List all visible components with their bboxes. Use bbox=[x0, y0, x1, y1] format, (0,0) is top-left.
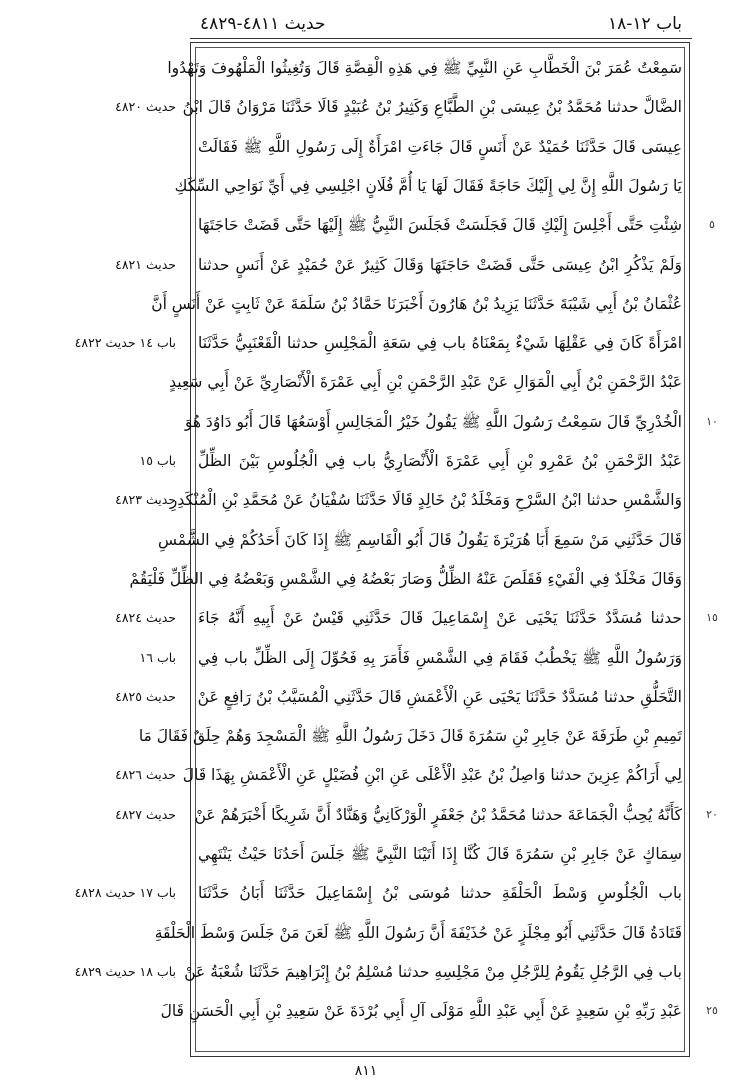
margin-ref: باب ١٧ حديث ٤٨٢٨ bbox=[74, 885, 176, 901]
text-line: باب الْجُلُوسِ وَسْطَ الْحَلْقَةِ حدثنا مُوسَى بْنُ إِسْمَاعِيلَ حَدَّثَنَا أَبَانُ حَدَّثَنَا bbox=[198, 884, 682, 903]
text-line: حدثنا مُسَدَّدٌ حَدَّثَنَا يَحْيَى عَنْ إِسْمَاعِيلَ قَالَ حَدَّثَنِي قَيْسٌ عَنْ أَبِيهِ أَنَّهُ جَاءَ bbox=[198, 609, 682, 628]
margin-ref: حديث ٤٨٢٣ bbox=[115, 492, 176, 508]
text-line: شِئْتِ حَتَّى أَجْلِسَ إِلَيْكِ قَالَ فَجَلَسَتْ فَجَلَسَ النَّبِيُّ ﷺ إِلَيْهَا حَتَّى قَضَتْ حَاجَتَهَا bbox=[198, 216, 682, 235]
text-line: وَلَمْ يَذْكُرِ ابْنُ عِيسَى حَتَّى قَضَتْ حَاجَتَهَا وَقَالَ كَثِيرٌ عَنْ حُمَيْدٍ عَنْ أَنَسٍ حدثنا bbox=[198, 255, 682, 274]
text-line: تَمِيمِ بْنِ طَرَفَةَ عَنْ جَابِرِ بْنِ سَمُرَةَ قَالَ دَخَلَ رَسُولُ اللَّهِ ﷺ الْمَسْجِدَ وَهُمْ حِلَقٌ فَقَالَ مَا bbox=[138, 727, 682, 746]
header-hadith-range: حديث ٤٨١١-٤٨٢٩ bbox=[200, 14, 326, 34]
text-line: كَأَنَّهُ يُحِبُّ الْجَمَاعَةَ حدثنا مُحَمَّدُ بْنُ جَعْفَرٍ الْوَرْكَانِيُّ وَهَنَّادٌ أَنَّ شَرِيكًا أَخْبَرَهُمْ عَنْ bbox=[194, 805, 682, 824]
margin-ref: باب ١٥ bbox=[139, 453, 176, 468]
margin-ref: حديث ٤٨٢٠ bbox=[115, 99, 176, 115]
page-number: ٨١١ bbox=[354, 1063, 378, 1079]
text-line: عِيسَى قَالَ حَدَّثَنَا حُمَيْدٌ عَنْ أَنَسٍ قَالَ جَاءَتِ امْرَأَةٌ إِلَى رَسُولِ اللَّهِ ﷺ فَقَالَتْ bbox=[198, 137, 682, 156]
margin-ref: باب ١٤ حديث ٤٨٢٢ bbox=[74, 335, 176, 351]
line-number: ٥ bbox=[709, 218, 715, 232]
text-line: سَمِعْتُ عُمَرَ بْنَ الْخَطَّابِ عَنِ النَّبِيِّ ﷺ فِي هَذِهِ الْقِصَّةِ قَالَ وَتُغِيثُوا الْمَلْهُوفَ وَتَهْدُوا bbox=[167, 59, 682, 77]
margin-ref: باب ١٦ bbox=[139, 649, 176, 665]
text-line: عُثْمَانُ بْنُ أَبِي شَيْبَةَ حَدَّثَنَا يَزِيدُ بْنُ هَارُونَ أَخْبَرَنَا حَمَّادُ بْنُ سَلَمَةَ عَنْ ثَابِتٍ عَنْ أَنَسٍ أَنَّ bbox=[151, 294, 682, 313]
margin-ref: حديث ٤٨٢٥ bbox=[115, 688, 176, 704]
header-rule bbox=[190, 38, 692, 39]
text-line: باب فِي الرَّجُلِ يَقُومُ لِلرَّجُلِ مِنْ مَجْلِسِهِ حدثنا مُسْلِمُ بْنُ إِبْرَاهِيمَ حَدَّثَنَا شُعْبَةُ عَنْ bbox=[184, 962, 682, 981]
line-number: ٢٥ bbox=[706, 1004, 718, 1018]
margin-ref: حديث ٤٨٢٦ bbox=[115, 767, 176, 783]
margin-ref: باب ١٨ حديث ٤٨٢٩ bbox=[74, 963, 176, 979]
text-line: التَّحَلُّقِ حدثنا مُسَدَّدٌ حَدَّثَنَا يَحْيَى عَنِ الْأَعْمَشِ قَالَ حَدَّثَنِي الْمُسَيَّبُ بْنُ رَافِعٍ عَنْ bbox=[197, 687, 682, 706]
line-number: ١٥ bbox=[706, 611, 718, 625]
text-line: لِي أَرَاكُمْ عِزِينَ حدثنا وَاصِلُ بْنُ عَبْدِ الْأَعْلَى عَنِ ابْنِ فُضَيْلٍ عَنِ الْأَعْمَشِ بِهَذَا قَالَ bbox=[182, 766, 682, 785]
margin-ref: حديث ٤٨٢٤ bbox=[115, 610, 176, 626]
text-line: امْرَأَةً كَانَ فِي عَقْلِهَا شَيْءٌ بِمَعْنَاهُ باب فِي سَعَةِ الْمَجْلِسِ حدثنا الْقَعْنَبِيُّ حَدَّثَنَا bbox=[198, 334, 682, 353]
text-line: وَقَالَ مَخْلَدٌ فِي الْفَيْءِ فَقَلَصَ عَنْهُ الظِّلُّ وَصَارَ بَعْضُهُ فِي الشَّمْسِ وَبَعْضُهُ فِي الظِّلِّ فَلْيَقُمْ bbox=[129, 569, 682, 588]
line-number: ١٠ bbox=[706, 414, 718, 428]
text-line: سِمَاكٍ عَنْ جَابِرِ بْنِ سَمُرَةَ قَالَ كُنَّا إِذَا أَتَيْنَا النَّبِيَّ ﷺ جَلَسَ أَحَدُنَا حَيْثُ يَنْتَهِي bbox=[198, 845, 682, 863]
text-line: الضَّالَّ حدثنا مُحَمَّدُ بْنُ عِيسَى بْنِ الطَّبَّاعِ وَكَثِيرُ بْنُ عُبَيْدٍ قَالَا حَدَّثَنَا مَرْوَانُ قَالَ ابْنُ bbox=[182, 98, 682, 117]
text-line: وَالشَّمْسِ حدثنا ابْنُ السَّرْحِ وَمَخْلَدُ بْنُ خَالِدٍ قَالَا حَدَّثَنَا سُفْيَانُ عَنْ مُحَمَّدِ بْنِ الْمُنْكَدِرِ bbox=[169, 491, 682, 510]
text-line: عَبْدِ رَبِّهِ بْنِ سَعِيدٍ عَنْ أَبِي عَبْدِ اللَّهِ مَوْلَى آلِ أَبِي بُرْدَةَ عَنْ سَعِيدِ بْنِ أَبِي الْحَسَنِ قَالَ bbox=[160, 1002, 682, 1021]
text-line: وَرَسُولُ اللَّهِ ﷺ يَخْطُبُ فَقَامَ فِي الشَّمْسِ فَأَمَرَ بِهِ فَحُوِّلَ إِلَى الظِّلِّ باب فِي bbox=[198, 648, 682, 667]
text-line: قَتَادَةُ قَالَ حَدَّثَنِي أَبُو مِجْلَزٍ عَنْ حُذَيْفَةَ أَنَّ رَسُولَ اللَّهِ ﷺ لَعَنَ مَنْ جَلَسَ وَسْطَ الْحَلْقَةِ bbox=[154, 923, 682, 942]
text-line: يَا رَسُولَ اللَّهِ إِنَّ لِي إِلَيْكَ حَاجَةً فَقَالَ لَهَا يَا أُمَّ فُلَانٍ اجْلِسِي فِي أَيِّ نَوَاحِي السِّكَكِ bbox=[174, 176, 682, 195]
line-number: ٢٠ bbox=[706, 807, 718, 821]
text-line: قَالَ حَدَّثَنِي مَنْ سَمِعَ أَبَا هُرَيْرَةَ يَقُولُ قَالَ أَبُو الْقَاسِمِ ﷺ إِذَا كَانَ أَحَدُكُمْ فِي الشَّمْسِ bbox=[158, 530, 682, 549]
margin-ref: حديث ٤٨٢١ bbox=[115, 256, 176, 272]
text-line: عَبْدُ الرَّحْمَنِ بْنُ عَمْرِو بْنِ أَبِي عَمْرَةَ الْأَنْصَارِيُّ باب فِي الْجُلُوسِ بَيْنَ الظِّلِّ bbox=[198, 452, 682, 470]
header-chapter-range: باب ١٢-١٨ bbox=[608, 14, 682, 34]
text-line: الْخُدْرِيِّ قَالَ سَمِعْتُ رَسُولَ اللَّهِ ﷺ يَقُولُ خَيْرُ الْمَجَالِسِ أَوْسَعُهَا قَالَ أَبُو دَاوُدَ هُوَ bbox=[184, 412, 682, 431]
text-line: عَبْدُ الرَّحْمَنِ بْنُ أَبِي الْمَوَالِ عَنْ عَبْدِ الرَّحْمَنِ بْنِ أَبِي عَمْرَةَ الْأَنْصَارِيِّ عَنْ أَبِي سَعِيدٍ bbox=[169, 373, 682, 392]
margin-ref: حديث ٤٨٢٧ bbox=[115, 806, 176, 822]
